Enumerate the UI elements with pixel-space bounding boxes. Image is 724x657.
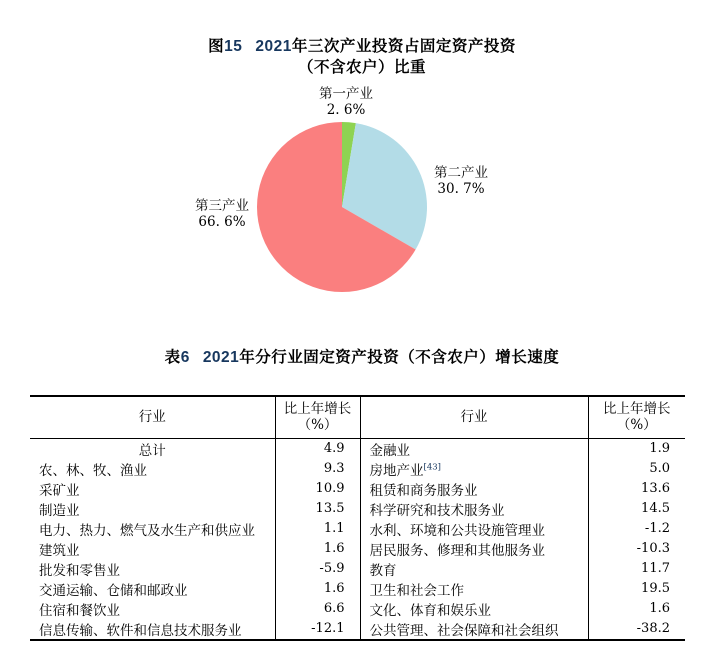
figure-title-year: 2021 (255, 38, 292, 55)
table-title-year: 2021 (202, 349, 240, 366)
figure-title-line1 (0, 36, 724, 57)
figure-title-line2: （不含农户）比重 (297, 59, 426, 76)
header-line: （%） (297, 417, 338, 434)
industry-cell: 信息传输、软件和信息技术服务业 (30, 619, 275, 640)
growth-cell: -1.2 (644, 521, 670, 536)
industry-cell: 电力、热力、燃气及水生产和供应业 (30, 519, 275, 539)
pie-label-value: 2. 6% (326, 101, 366, 118)
industry-cell: 租赁和商务服务业 (360, 479, 588, 499)
pie-label-name: 第三产业 (195, 198, 249, 214)
growth-cell: -12.1 (275, 619, 360, 640)
industry-cell: 采矿业 (30, 479, 275, 499)
growth-cell: 14.5 (641, 501, 670, 516)
table-row (30, 539, 685, 559)
growth-cell: 1.6 (649, 601, 670, 616)
figure-number: 15 (224, 38, 243, 55)
growth-cell: 1.6 (275, 579, 360, 599)
table-row (30, 479, 685, 499)
col-header-industry-left: 行业 (30, 396, 275, 438)
table-number: 6 (180, 349, 190, 366)
growth-cell: 4.9 (275, 438, 360, 459)
industry-cell: 制造业 (30, 499, 275, 519)
industry-cell: 建筑业 (30, 539, 275, 559)
growth-cell: 13.6 (641, 481, 670, 496)
table-title (0, 348, 724, 368)
col-header-growth-right (588, 396, 685, 438)
header-line: （%） (616, 417, 657, 434)
figure-title (0, 36, 724, 78)
table-title-prefix: 表 (164, 349, 181, 366)
pie-label-secondary-industry (406, 166, 516, 197)
industry-cell: 教育 (360, 559, 588, 579)
table-row (30, 519, 685, 539)
footnote-ref: [43] (423, 462, 441, 472)
industry-cell: 金融业 (360, 438, 588, 459)
table-row (30, 438, 685, 459)
table-row (30, 499, 685, 519)
growth-cell: 10.9 (275, 479, 360, 499)
industry-cell: 卫生和社会工作 (360, 579, 588, 599)
figure-title-text: 年三次产业投资占固定资产投资 (291, 38, 516, 55)
pie-label-name: 第二产业 (434, 165, 488, 181)
growth-cell: 19.5 (641, 581, 670, 596)
table-row (30, 619, 685, 640)
industry-cell: 总计 (30, 438, 275, 459)
pie-label-tertiary-industry (167, 199, 277, 230)
header-line: 比上年增长 (283, 401, 352, 418)
industry-cell: 居民服务、修理和其他服务业 (360, 539, 588, 559)
growth-cell: 13.5 (275, 499, 360, 519)
growth-cell: -38.2 (636, 621, 670, 636)
growth-cell: 5.0 (649, 461, 670, 476)
industry-cell: 交通运输、仓储和邮政业 (30, 579, 275, 599)
pie-label-value: 66. 6% (198, 213, 246, 230)
col-header-industry-right: 行业 (360, 396, 588, 438)
growth-cell: -5.9 (275, 559, 360, 579)
industry-cell: 文化、体育和娱乐业 (360, 599, 588, 619)
table-header-row (30, 396, 685, 438)
growth-cell: 1.6 (275, 539, 360, 559)
growth-cell: 1.1 (275, 519, 360, 539)
col-header-growth-left (275, 396, 360, 438)
industry-cell: 房地产业[43] (360, 459, 588, 479)
table-row (30, 579, 685, 599)
growth-cell: 1.9 (649, 441, 670, 456)
table-row (30, 559, 685, 579)
table-row (30, 599, 685, 619)
industry-cell: 科学研究和技术服务业 (360, 499, 588, 519)
table-title-text: 年分行业固定资产投资（不含农户）增长速度 (239, 349, 560, 366)
pie-label-name: 第一产业 (319, 86, 373, 102)
growth-cell: 9.3 (275, 459, 360, 479)
industry-cell: 批发和零售业 (30, 559, 275, 579)
header-line: 比上年增长 (603, 401, 671, 418)
table-row (30, 459, 685, 479)
industry-growth-table (30, 395, 685, 641)
industry-cell: 住宿和餐饮业 (30, 599, 275, 619)
industry-cell: 公共管理、社会保障和社会组织 (360, 619, 588, 640)
pie-chart (256, 121, 428, 293)
growth-cell: 11.7 (641, 561, 670, 576)
pie-label-primary-industry (291, 87, 401, 118)
pie-label-value: 30. 7% (437, 180, 485, 197)
growth-cell: -10.3 (636, 541, 670, 556)
growth-cell: 6.6 (275, 599, 360, 619)
figure-title-prefix: 图 (208, 38, 225, 55)
industry-cell: 水利、环境和公共设施管理业 (360, 519, 588, 539)
industry-cell: 农、林、牧、渔业 (30, 459, 275, 479)
